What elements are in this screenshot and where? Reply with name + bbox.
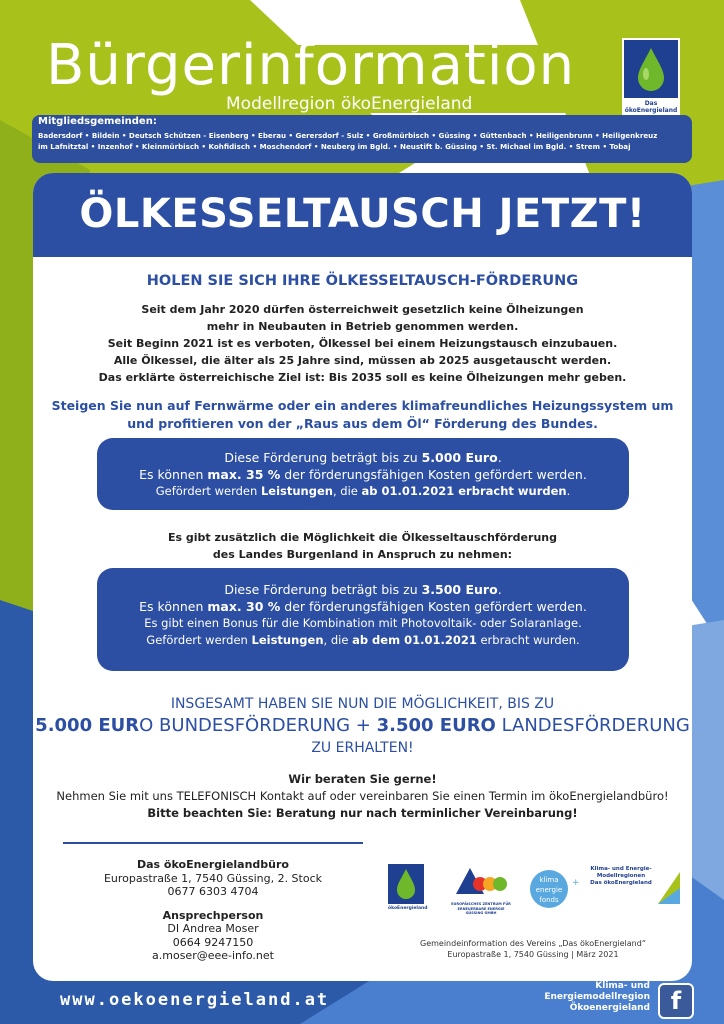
- mid-line: des Landes Burgenland in Anspruch zu nehmen:: [212, 548, 513, 561]
- cta-line: und profitieren von der „Raus aus dem Öl“ Förderung des Bundes.: [127, 416, 598, 431]
- members-line: im Lafnitztal • Inzenhof • Kleinmürbisch • Kohfidisch • Moschendorf • Neuberg im Bgld. • Neustift b. Güssing • St. Michael im Bgld. • Strem • Tobaj: [38, 142, 631, 151]
- klimafonds-logo: klima energie fonds: [530, 870, 568, 908]
- funding-summary: [33, 693, 692, 759]
- call-to-action: [33, 397, 692, 433]
- intro-line: Alle Ölkessel, die älter als 25 Jahre sind, müssen ab 2025 ausgetauscht werden.: [113, 354, 612, 367]
- intro-line: Seit Beginn 2021 ist es verboten, Ölkessel bei einem Heizungstausch einzubauen.: [107, 337, 618, 350]
- section-heading: HOLEN SIE SICH IHRE ÖLKESSELTAUSCH-FÖRDERUNG: [146, 273, 579, 289]
- intro-line: mehr in Neubauten in Betrieb genommen werden.: [206, 320, 519, 333]
- box-line: Diese Förderung beträgt bis zu 5.000 Euro.: [224, 450, 502, 465]
- oekoenergieland-logo: [388, 864, 428, 914]
- contact-person-phone: 0664 9247150: [172, 935, 254, 949]
- contact-person: DI Andrea Moser: [167, 922, 259, 935]
- plus-icon: +: [572, 878, 580, 888]
- intro-line: Das erklärte österreichische Ziel ist: Bis 2035 soll es keine Ölheizungen mehr geben.: [98, 371, 627, 384]
- divider: [63, 842, 363, 844]
- summary-line: ZU ERHALTEN!: [311, 740, 414, 756]
- state-funding-box: [97, 568, 629, 671]
- office-phone: 0677 6303 4704: [167, 885, 259, 898]
- issuer-line: Europastraße 1, 7540 Güssing | März 2021: [447, 950, 619, 959]
- contact-email[interactable]: a.moser@eee-info.net: [152, 949, 274, 962]
- office-address: [63, 858, 363, 963]
- members-list: [38, 130, 690, 152]
- leaf-drop-icon: [388, 864, 424, 904]
- oekoenergieland-logo: [622, 38, 680, 116]
- intro-line: Seit dem Jahr 2020 dürfen österreichweit gesetzlich keine Ölheizungen: [141, 303, 584, 316]
- box-line: Gefördert werden Leistungen, die ab 01.01.2021 erbracht wurden.: [155, 484, 571, 498]
- issuer-line: Gemeindeinformation des Vereins „Das ökoEnergieland“: [420, 939, 646, 948]
- contact-person-label: Ansprechperson: [162, 908, 264, 922]
- page-title: Bürgerinformation: [46, 33, 576, 98]
- contact-line: Nehmen Sie mit uns TELEFONISCH Kontakt auf oder vereinbaren Sie einen Termin im ökoEnergielandbüro!: [56, 789, 669, 803]
- federal-funding-box: [97, 438, 629, 510]
- office-name: Das ökoEnergielandbüro: [137, 858, 289, 871]
- summary-line: INSGESAMT HABEN SIE NUN DIE MÖGLICHKEIT, BIS ZU: [170, 696, 555, 712]
- facebook-icon[interactable]: f: [658, 983, 694, 1019]
- issuer-info: [374, 931, 692, 967]
- partner-logos: [374, 856, 692, 924]
- cta-line: Steigen Sie nun auf Fernwärme oder ein anderes klimafreundliches Heizungssystem um: [51, 398, 674, 413]
- contact-line: Bitte beachten Sie: Beratung nur nach terminlicher Vereinbarung!: [147, 806, 578, 820]
- eee-logo: [450, 864, 512, 914]
- box-line: Es können max. 35 % der förderungsfähigen Kosten gefördert werden.: [139, 467, 587, 482]
- box-line: Es gibt einen Bonus für die Kombination mit Photovoltaik- oder Solaranlage.: [144, 616, 582, 630]
- contact-line: Wir beraten Sie gerne!: [288, 772, 437, 786]
- box-line: Diese Förderung beträgt bis zu 3.500 Euro.: [224, 582, 502, 597]
- members-heading: Mitgliedsgemeinden:: [38, 116, 157, 127]
- box-line: Es können max. 30 % der förderungsfähigen Kosten gefördert werden.: [139, 599, 587, 614]
- logo-caption: ökoEnergieland: [388, 904, 424, 914]
- kem-icon: [654, 868, 684, 908]
- headline: ÖLKESSELTAUSCH JETZT!: [79, 191, 646, 237]
- mid-line: Es gibt zusätzlich die Möglichkeit die Ölkesseltauschförderung: [168, 531, 557, 544]
- logo-caption: Das ökoEnergieland: [624, 100, 678, 114]
- summary-line: 5.000 EURO BUNDESFÖRDERUNG + 3.500 EURO LANDESFÖRDERUNG: [35, 715, 690, 736]
- state-funding-intro: [33, 529, 692, 563]
- kem-logo-text: Klima- und Energie- Modellregionen Das ökoEnergieland: [590, 866, 652, 886]
- box-line: Gefördert werden Leistungen, die ab dem 01.01.2021 erbracht wurden.: [146, 633, 580, 647]
- eee-icon: [450, 864, 512, 898]
- office-address-line: Europastraße 1, 7540 Güssing, 2. Stock: [103, 871, 323, 885]
- intro-text: [33, 301, 692, 386]
- member-municipalities: [32, 115, 692, 163]
- contact-info: [33, 771, 692, 822]
- kem-label: Klima- und Energiemodellregion Ökoenergieland: [544, 981, 650, 1013]
- logo-caption: EUROPÄISCHES ZENTRUM FÜR ERNEUERBARE ENERGIE GÜSSING GMBH: [451, 902, 511, 915]
- members-line: Badersdorf • Bildein • Deutsch Schützen - Eisenberg • Eberau • Gerersdorf - Sulz • Großmürbisch • Güssing • Güttenbach • Heiligenbrunn • Heiligenkreuz: [38, 131, 658, 140]
- page-subtitle: Modellregion ökoEnergieland: [226, 94, 473, 114]
- website-link[interactable]: www.oekoenergieland.at: [60, 990, 330, 1010]
